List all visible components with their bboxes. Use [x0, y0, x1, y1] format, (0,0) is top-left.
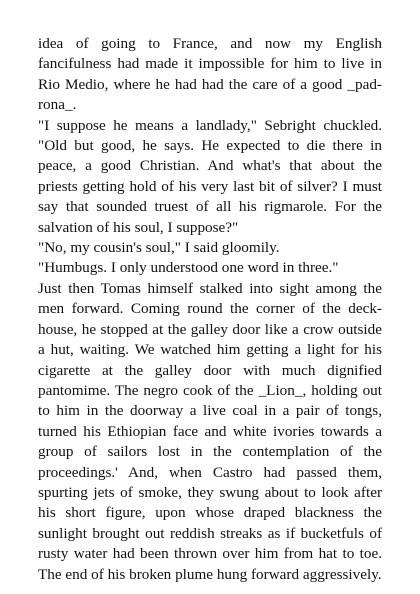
paragraph-1: idea of going to France, and now my English fancifulness had made it impossible for him to live in Rio Medio, where he had had the care of a good _pad-rona_. — [38, 35, 382, 114]
paragraph-4: "Humbugs. I only understood one word in three." — [38, 259, 339, 277]
paragraph-2: "I suppose he means a landlady," Sebright chuckled. "Old but good, he says. He expected to die there in peace, a good Christian. And what's that about the priests getting hold of his very last bit of silver? I must say that sounded truest of all his rigmarole. For the salvation of his soul, I suppose?" — [38, 116, 382, 236]
paragraph-5: Just then Tomas himself stalked into sight among the men forward. Coming round the corner of the deck-house, he stopped at the galley door like a crow outside a hut, waiting. We watched him getting a light for his cigarette at the galley door with much dignified pantomime. The negro cook of the _Lion_, holding out to him in the doorway a live coal in a pair of tongs, turned his Ethiopian face and white ivories towards a group of sailors lost in the contemplation of the proceedings.' And, when Castro had passed them, spurting jets of smoke, they swung about to look after his short figure, upon whose draped blackness the sunlight brought out reddish streaks as if bucketfuls of rusty water had been thrown over him from hat to toe. The end of his broken plume hung forward aggressively. — [38, 279, 382, 583]
page-body — [38, 34, 382, 585]
paragraph-3: "No, my cousin's soul," I said gloomily. — [38, 239, 280, 257]
